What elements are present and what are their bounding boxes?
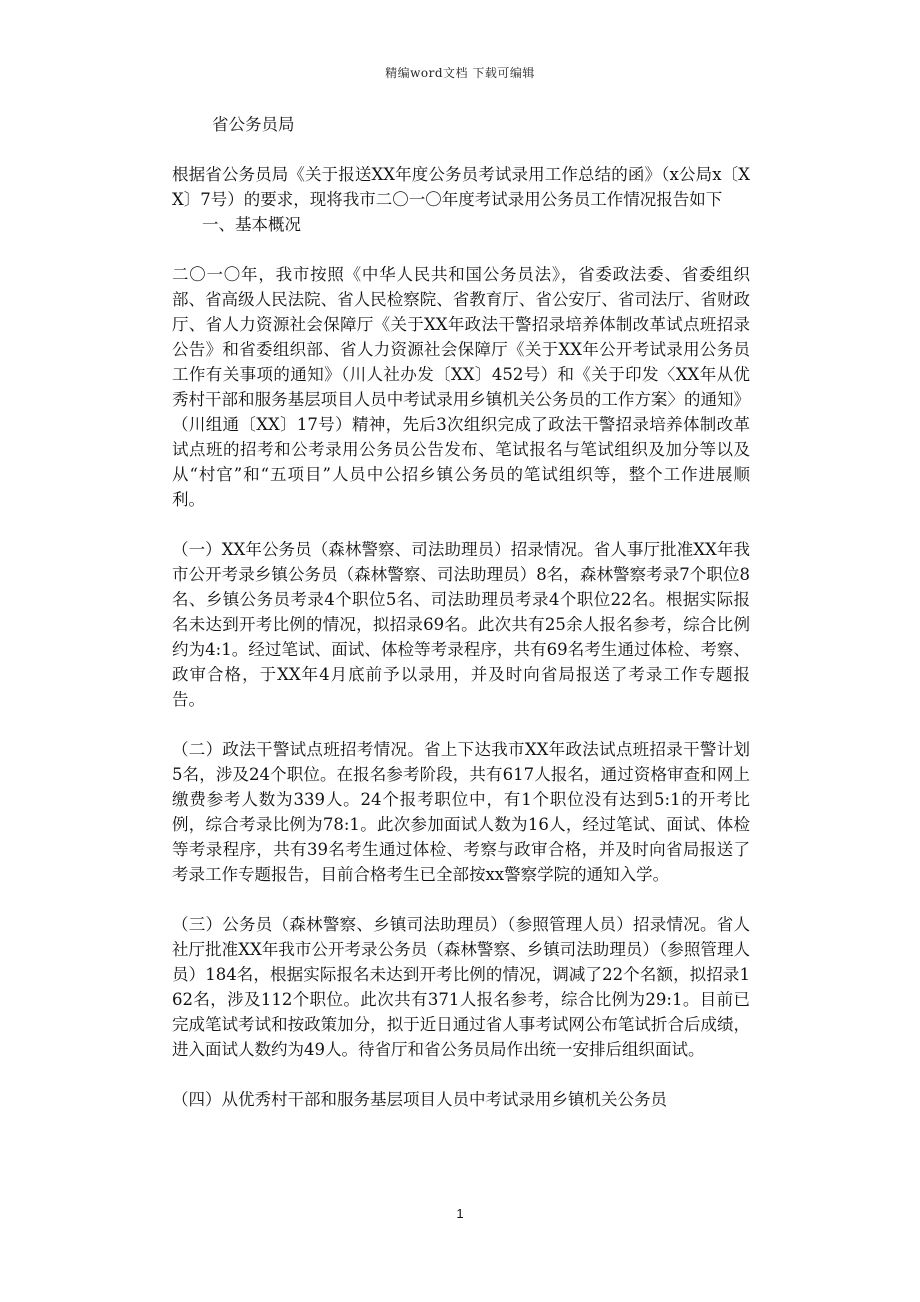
document-body	[172, 112, 750, 1137]
paragraph-section-4: （四）从优秀村干部和服务基层项目人员中考试录用乡镇机关公务员	[172, 1090, 667, 1109]
intro-paragraph: 根据省公务员局《关于报送XX年度公务员考试录用工作总结的函》（x公局x〔XX〕7号）的要求，现将我市二〇一〇年度考试录用公务员工作情况报告如下	[172, 165, 750, 209]
paragraph-section-1: （一）XX年公务员（森林警察、司法助理员）招录情况。省人事厅批准XX年我市公开考录乡镇公务员（森林警察、司法助理员）8名，森林警察考录7个职位8名、乡镇公务员考录4个职位5名、司法助理员考录4个职位22名。根据实际报名未达到开考比例的情况，拟招录69名。此次共有25余人报名参考，综合比例约为4:1。经过笔试、面试、体检等考录程序，共有69名考生通过体检、考察、政审合格，于XX年4月底前予以录用，并及时向省局报送了考录工作专题报告。	[172, 540, 750, 709]
page-header: 精编word文档 下载可编辑	[385, 66, 535, 80]
paragraph-section-2: （二）政法干警试点班招考情况。省上下达我市XX年政法试点班招录干警计划5名，涉及24个职位。在报名参考阶段，共有617人报名，通过资格审查和网上缴费参考人数为339人。24个报考职位中，有1个职位没有达到5:1的开考比例，综合考录比例为78:1。此次参加面试人数为16人，经过笔试、面试、体检等考录程序，共有39名考生通过体检、考察与政审合格，并及时向省局报送了考录工作专题报告，目前合格考生已全部按xx警察学院的通知入学。	[172, 740, 750, 884]
page-number: 1	[456, 1206, 464, 1221]
paragraph-section-3: （三）公务员（森林警察、乡镇司法助理员）（参照管理人员）招录情况。省人社厅批准XX年我市公开考录公务员（森林警察、乡镇司法助理员）（参照管理人员）184名，根据实际报名未达到开考比例的情况，调减了22个名额，拟招录162名，涉及112个职位。此次共有371人报名参考，综合比例为29:1。目前已完成笔试考试和按政策加分，拟于近日通过省人事考试网公布笔试折合后成绩，进入面试人数约为49人。待省厅和省公务员局作出统一安排后组织面试。	[172, 915, 750, 1059]
addressee: 省公务员局	[212, 115, 295, 134]
paragraph-overview: 二〇一〇年，我市按照《中华人民共和国公务员法》，省委政法委、省委组织部、省高级人民法院、省人民检察院、省教育厅、省公安厅、省司法厅、省财政厅、省人力资源社会保障厅《关于XX年政法干警招录培养体制改革试点班招录公告》和省委组织部、省人力资源社会保障厅《关于XX年公开考试录用公务员工作有关事项的通知》（川人社办发〔XX〕452号）和《关于印发〈XX年从优秀村干部和服务基层项目人员中考试录用乡镇机关公务员的工作方案〉的通知》（川组通〔XX〕17号）精神，先后3次组织完成了政法干警招录培养体制改革试点班的招考和公考录用公务员公告发布、笔试报名与笔试组织及加分等以及从“村官”和“五项目”人员中公招乡镇公务员的笔试组织等，整个工作进展顺利。	[172, 265, 750, 509]
section-heading: 一、基本概况	[202, 215, 301, 234]
